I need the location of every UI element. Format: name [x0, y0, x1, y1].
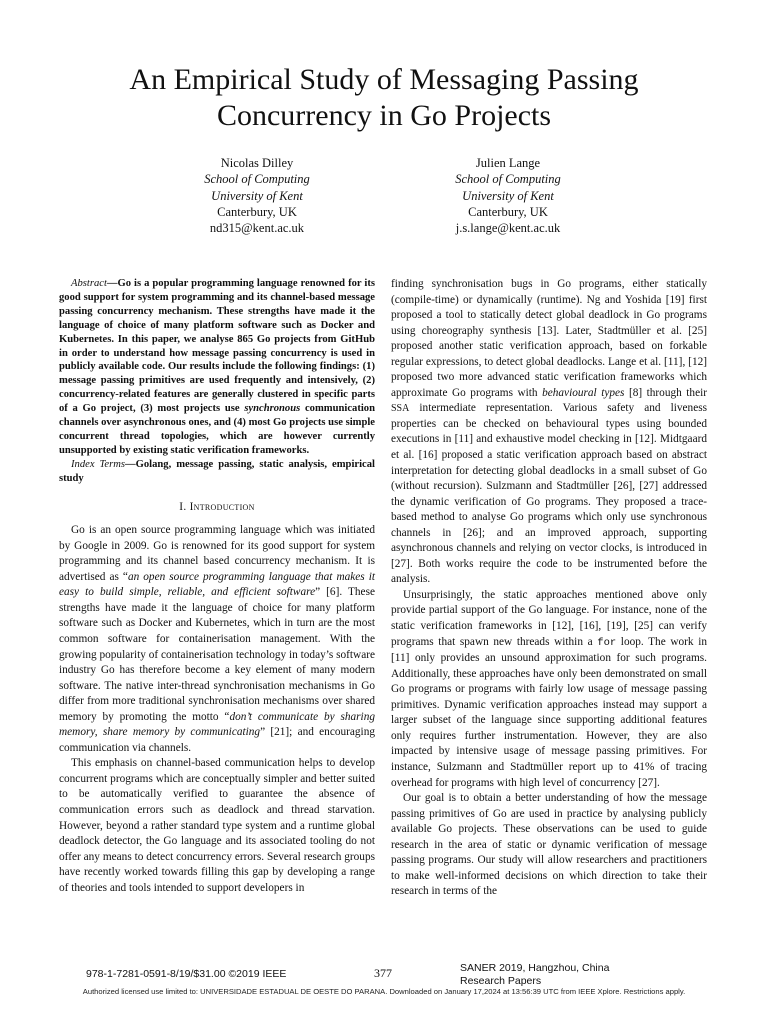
text-run: ” [6]. These strengths have made it the language of choice for many platform software such as Docker and Kubernetes, which in turn are the most common software for containerisation management. With the growing popularity of containerisation technology in today’s software industry Go has therefore become a key element of many modern software. The native inter-thread synchronisation mechanisms in Go differ from more traditional synchronisation mechanisms over shared memory by promoting the motto “: [59, 586, 375, 723]
section-heading: [59, 500, 375, 516]
text-run: Unsurprisingly, the static approaches mentioned above only provide partial support of the Go language. For instance, none of the static verification frameworks in [12], [16], [19], [25] can verify programs that spawn new threads within a: [391, 588, 707, 648]
author-block-1: [127, 155, 387, 236]
license-notice: Authorized licensed use limited to: UNIVERSIDADE ESTADUAL DE OESTE DO PARANA. Downloaded on January 17,2024 at 13:56:39 UTC from IEEE Xplore. Restrictions apply.: [82, 987, 686, 996]
page-number: 377: [374, 966, 392, 980]
left-column: [59, 277, 375, 896]
conference-info: [460, 962, 609, 988]
quote-text: don’t communicate by sharing memory, share memory by communicating: [59, 710, 375, 739]
author-email: nd315@kent.ac.uk: [209, 221, 305, 236]
abstract: [59, 277, 375, 458]
paper-title: [0, 62, 768, 134]
author-department: School of Computing: [204, 172, 310, 187]
author-university: University of Kent: [462, 188, 554, 203]
text-run: intermediate representation. Various safety and liveness properties can be checked on behavioural types using bounded executions in [11] and exhaustive model checking in [12]. Midtgaard et al. [16] proposed a static verification approach based on abstract interpretation for detecting global deadlocks in a small subset of Go (without recursion). Sulzmann and Stadtmüller [26], [27] addressed the dynamic verification of Go programs. They proposed a trace-based method to analyse Go programs which only use synchronous channels in [26]; and an improved approach, supporting asynchronous channels and relying on vector clocks, is introduced in [27]. Both works require the code to be instrumented before the analysis.: [391, 402, 707, 586]
text-run: [8] through their: [624, 386, 707, 399]
code-keyword: for: [597, 636, 617, 649]
title-line-1: An Empirical Study of Messaging Passing: [129, 63, 639, 96]
right-paragraph-2: [391, 588, 707, 791]
text-run: Go is an open source programming language which was initiated by Google in 2009. Go is renowned for its good support for system programming and its channel based concurrency mechanism. It is advertised as “: [59, 524, 375, 583]
author-university: University of Kent: [211, 188, 303, 203]
author-email: j.s.lange@kent.ac.uk: [455, 221, 561, 236]
right-paragraph-1: [391, 277, 707, 588]
text-run: finding synchronisation bugs in Go programs, either statically (compile-time) or dynamically (runtime). Ng and Yoshida [19] first proposed a tool to statically detect global deadlock in Go programs using choreography synthesis [13]. Later, Stadtmüller et al. [25] proposed another static verification approach, based on forkable regular expressions, to detect global deadlocks. Lange et al. [11], [12] proposed two more advanced static verification frameworks which approximate Go programs with: [391, 278, 707, 399]
intro-paragraph-1: [59, 523, 375, 756]
section-number: I.: [179, 500, 190, 513]
author-name: Nicolas Dilley: [220, 156, 294, 170]
text-run: loop. The work in [11] only provides an unsound approximation for such programs. Additionally, these approaches have only been demonstrated on small Go programs or programs with fairly low usage of message passing primitives. Dynamic verification approaches instead may support a larger subset of the language since supporting additional features only requires further instrumentation. However, they are also impacted by intensive usage of message passing primitives. For instance, Sulzmann and Stadtmüller report up to 41% of tracing overhead for programs with high level of concurrency [27].: [391, 635, 707, 789]
abstract-label: Abstract: [71, 278, 107, 289]
quote-text: an open source programming language that makes it easy to build simple, reliable, and efficient software: [59, 570, 376, 599]
index-terms-text: —Golang, message passing, static analysis, empirical study: [59, 458, 375, 484]
abstract-text-a: —Go is a popular programming language renowned for its good support for system programming and its channel-based message passing concurrency mechanism. These strengths have made it the language of choice of many platform software such as Docker and Kubernetes. In this paper, we analyse 865 Go projects from GitHub in order to understand how message passing concurrency is used in publicly available code. Our results include the following findings: (1) message passing primitives are used frequently and intensively, (2) concurrency-related features are generally clustered in specific parts of a Go project, (3) most projects use: [59, 278, 375, 415]
index-terms: [59, 458, 375, 486]
author-city: Canterbury, UK: [217, 204, 297, 219]
intro-paragraph-2: This emphasis on channel-based communication helps to develop concurrent programs which are conceptually simpler and better suited to be automatically verified to guarantee the absence of communication errors such as deadlock and thread starvation. However, beyond a rather standard type system and a runtime global deadlock detector, the Go language and its associated tooling do not offer any means to detect concurrency errors. Several research groups have recently worked towards filling this gap by developing a range of theories and tools intended to support developers in: [59, 757, 375, 894]
abstract-text-b: communication channels over asynchronous ones, and (4) most Go projects use simple concurrent thread topologies, which are however currently unsupported by existing static verification frameworks.: [59, 403, 375, 456]
conference-track: Research Papers: [460, 975, 542, 987]
acronym-text: SSA: [391, 403, 410, 415]
right-column: [391, 277, 707, 900]
text-run: ” [21]; and encouraging communication via channels.: [59, 726, 375, 754]
title-line-2: Concurrency in Go Projects: [216, 99, 552, 132]
author-name: Julien Lange: [475, 156, 541, 170]
abstract-emphasis: synchronous: [244, 403, 301, 415]
author-city: Canterbury, UK: [468, 204, 548, 219]
right-paragraph-3: Our goal is to obtain a better understanding of how the message passing primitives of Go are used in practice by analysing publicly available Go projects. These observations can be used to guide research in the area of static or dynamic verification of message passing programs. Our study will allow researchers and practitioners to make well-informed decisions on which direction to take their research in terms of the: [391, 792, 707, 898]
section-title: Introduction: [189, 500, 255, 513]
author-department: School of Computing: [455, 172, 561, 187]
emphasis-text: behavioural types: [542, 386, 625, 399]
index-terms-label: Index Terms: [71, 458, 126, 470]
author-block-2: [378, 155, 638, 236]
copyright-line: 978-1-7281-0591-8/19/$31.00 ©2019 IEEE: [86, 968, 287, 980]
conference-name: SANER 2019, Hangzhou, China: [460, 962, 610, 974]
